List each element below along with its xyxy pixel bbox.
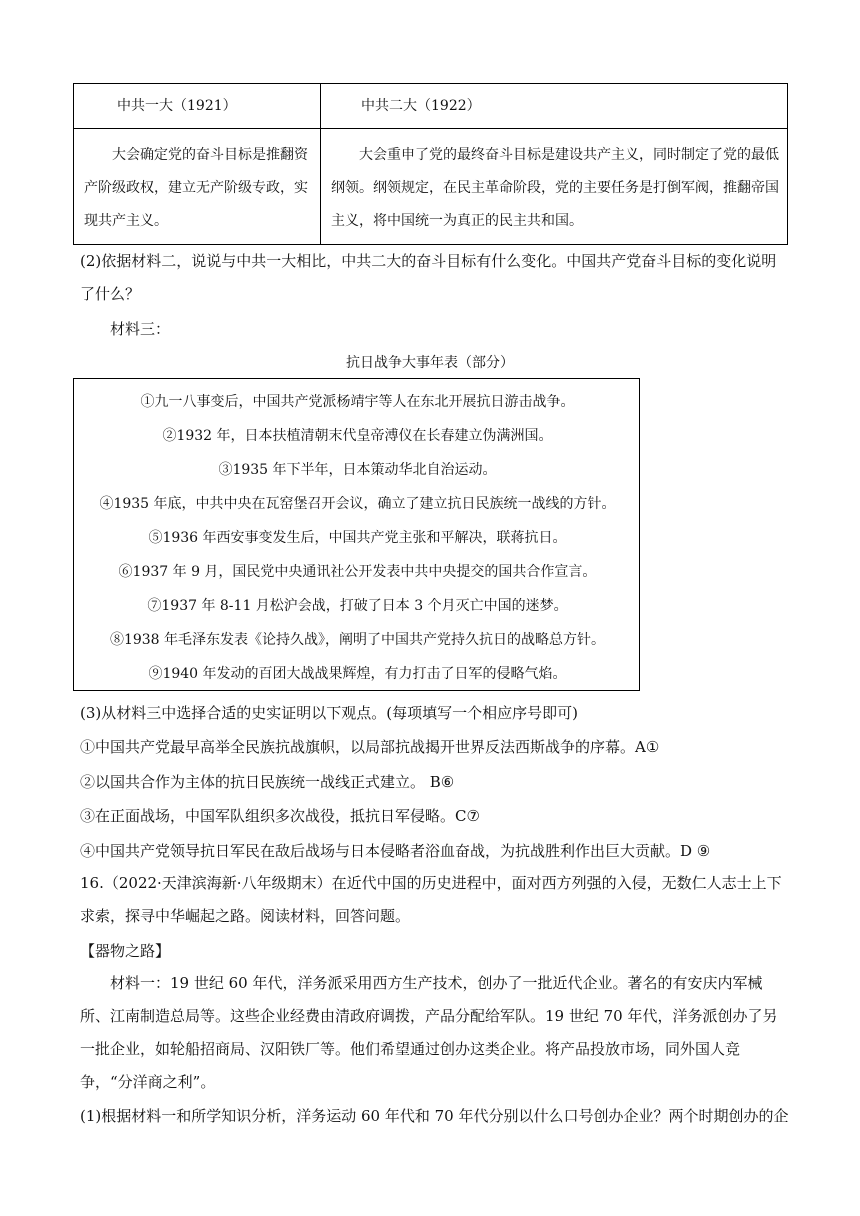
timeline-title: 抗日战争大事年表（部分） xyxy=(346,355,514,371)
section-heading: 【器物之路】 xyxy=(80,942,171,960)
timeline-item: ⑦1937 年 8-11 月松沪会战，打破了日本 3 个月灭亡中国的迷梦。 xyxy=(147,598,568,614)
comparison-table xyxy=(73,83,788,245)
question-1: (1)根据材料一和所学知识分析，洋务运动 60 年代和 70 年代分别以什么口号创办企业？两个时期创办的企 xyxy=(80,1107,789,1125)
table-cell-first-congress: 大会确定党的奋斗目标是推翻资产阶级政权，建立无产阶级专政，实现共产主义。 xyxy=(84,147,308,229)
answer-line: ①中国共产党最早高举全民族抗战旗帜，以局部抗战揭开世界反法西斯战争的序幕。A① xyxy=(80,738,660,756)
table-cell-second-congress: 大会重申了党的最终奋斗目标是建设共产主义，同时制定了党的最低纲领。纲领规定，在民主革命阶段，党的主要任务是打倒军阀，推翻帝国主义，将中国统一为真正的民主共和国。 xyxy=(331,147,779,229)
question-3: (3)从材料三中选择合适的史实证明以下观点。(每项填写一个相应序号即可) xyxy=(80,704,578,722)
timeline-item: ⑧1938 年毛泽东发表《论持久战》，阐明了中国共产党持久抗日的战略总方针。 xyxy=(109,632,606,648)
answer-line: ②以国共合作为主体的抗日民族统一战线正式建立。 B⑥ xyxy=(80,773,455,791)
material-3-label: 材料三： xyxy=(110,320,171,338)
timeline-item: ④1935 年底，中共中央在瓦窑堡召开会议，确立了建立抗日民族统一战线的方针。 xyxy=(99,496,616,512)
question-2: (2)依据材料二，说说与中共一大相比，中共二大的奋斗目标有什么变化。中国共产党奋斗目标的变化说明了什么？ xyxy=(80,252,777,303)
timeline-item: ②1932 年，日本扶植清朝末代皇帝溥仪在长春建立伪满洲国。 xyxy=(162,428,553,444)
table-header-cell xyxy=(74,84,321,129)
answer-line: ④中国共产党领导抗日军民在敌后战场与日本侵略者浴血奋战，为抗战胜利作出巨大贡献。D ⑨ xyxy=(80,842,711,860)
table-header-second-congress: 中共二大（1922） xyxy=(361,98,481,114)
table-header-first-congress: 中共一大（1921） xyxy=(117,98,237,114)
timeline-item: ①九一八事变后，中国共产党派杨靖宇等人在东北开展抗日游击战争。 xyxy=(140,394,575,410)
table-row xyxy=(74,129,788,245)
timeline-item: ⑤1936 年西安事变发生后，中国共产党主张和平解决，联蒋抗日。 xyxy=(148,530,567,546)
table-header-cell xyxy=(321,84,788,129)
table-cell xyxy=(321,129,788,245)
table-header-row xyxy=(74,84,788,129)
timeline-item: ⑨1940 年发动的百团大战战果辉煌，有力打击了日军的侵略气焰。 xyxy=(148,666,567,682)
answer-line: ③在正面战场，中国军队组织多次战役，抵抗日军侵略。C⑦ xyxy=(80,807,480,825)
timeline-box xyxy=(73,378,640,691)
question-16-intro: 16.（2022·天津滨海新·八年级期末）在近代中国的历史进程中，面对西方列强的入侵，无数仁人志士上下求索，探寻中华崛起之路。阅读材料，回答问题。 xyxy=(80,874,782,925)
timeline-item: ③1935 年下半年，日本策动华北自治运动。 xyxy=(218,462,497,478)
material-1-paragraph: 材料一：19 世纪 60 年代，洋务派采用西方生产技术，创办了一批近代企业。著名的有安庆内军械所、江南制造总局等。这些企业经费由清政府调拨，产品分配给军队。19 世纪 70 年代，洋务派创办了另一批企业，如轮船招商局、汉阳铁厂等。他们希望通过创办这类企业。将产品投放市场，同外国人竞争，“分洋商之利”。 xyxy=(80,974,778,1091)
timeline-item: ⑥1937 年 9 月，国民党中央通讯社公开发表中共中央提交的国共合作宣言。 xyxy=(118,564,597,580)
table-cell xyxy=(74,129,321,245)
